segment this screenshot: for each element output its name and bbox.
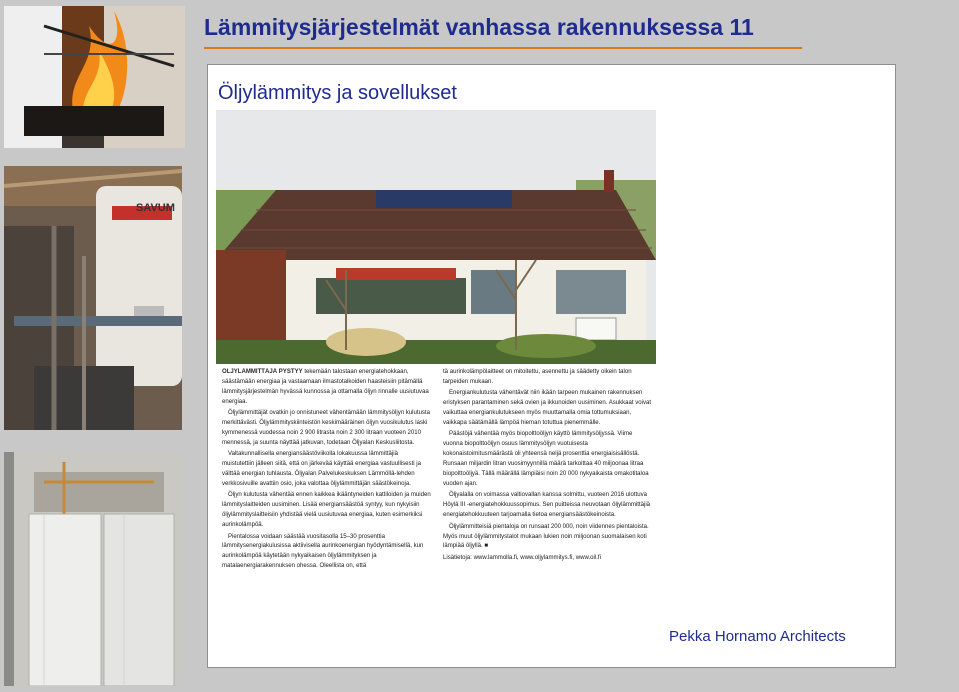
- article-body: [222, 368, 652, 656]
- heating-units-photo: [4, 452, 182, 686]
- title-underline: [204, 47, 802, 49]
- article-paragraph: Öljyalalla on voimassa valtiovallan kanssa solmittu, vuoteen 2016 ulottuva Höylä III -energiatehokkuussopimus. Sen puitteissa neuvotaan öljylämmittäjiä energiatehokkuuteen tarjoamalla tietoa energiansäästökeinoista.: [443, 492, 651, 519]
- article-paragraph: Pientalossa voidaan säästää vuositasolla 15–30 prosenttia lämmitysenergiakulusissa aktiivisella aurinkoenergian hyödyntämisellä, kun aurinkolämpöä käytetään nykyaikaisen öljylämmityksen ja matalaenergiarakennuksen ohessa. Oleellista on, että: [222, 533, 424, 570]
- article-paragraph: Öljylämmitteisiä pientaloja on runsaat 200 000, noin viidennes pientaloista. Myös muut öljylämmitystalot mukaan lukien noin miljoonan suomalaisen koti lämpiää öljyllä. ■: [443, 523, 649, 550]
- heating-units-image: [4, 452, 182, 686]
- article-paragraph: Öljyn kulutusta vähentää ennen kaikkea ikääntyneiden kattiloiden ja muiden lämmityslaitteiden uusiminen. Lisää energiansäästöä syntyy, kun nykyisiin öljylämmityslaitteisiin yhdistää vielä uusiutuvaa energiaa, kuten esimerkiksi aurinkolämpöä.: [222, 492, 431, 529]
- article-column-1: [222, 368, 431, 656]
- article-lead-text: tekemään talostaan energiatehokkaan, säästämään energiaa ja vastaamaan ilmastotalkoiden haasteisiin pitämällä lämmitysjärjestelmän hyvässä kunnossa ja ottamalla öljyn rinnalle uusiutuvaa energiaa.: [222, 369, 429, 405]
- author-credit: Pekka Hornamo Architects: [669, 628, 846, 645]
- article-column-2: [443, 368, 652, 656]
- article-paragraph: Päästöjä vähentää myös biopolttoöljyn käyttö lämmitysöljyssä. Viime vuonna biopolttoöljyn osuus lämmitysöljyn vuotuisesta kokonaistoimitusmäärästä oli yhteensä neljä prosenttia energiaisisällöstä. Runsaan miljardin litran vuosimyynnillä määrä tarkoittaa 40 miljoonaa litraa biopolttoöljyä. Tällä määrällä lämpiäisi noin 20 000 nykyaikaista omakotitaloa vuoden ajan.: [443, 431, 649, 487]
- article-paragraph: tä aurinkolämpölaitteet on mitoitettu, asennettu ja säädetty oikein talon tarpeiden mukaan.: [443, 369, 632, 385]
- magazine-article: [216, 110, 656, 658]
- article-more-info: Lisätietoja: www.lammolla.fi, www.oljylammitys.fi, www.oil.fi: [443, 554, 601, 561]
- boiler-brand-label: SAVUM: [136, 202, 175, 214]
- article-kicker: ÖLJYLÄMMITTÄJÄ PYSTYY: [222, 369, 303, 375]
- fireplace-image: [4, 6, 185, 148]
- fireplace-photo: [4, 6, 185, 148]
- house-photo: [216, 110, 656, 364]
- article-paragraph: Valtakunnallisella energiansäästöviikolla lokakuussa lämmittäjiä muistutettiin jälleen siitä, että on järkevää käyttää energiaa vastuullisesti ja välttää energian tuhlausta. Öljyalan Palvelukeskuksen Lämmöllä-lehden verkkosivuille avattiin osio, joka valottaa öljylämmittäjän säästökeinoja.: [222, 451, 421, 487]
- slide-subtitle: Öljylämmitys ja sovellukset: [218, 82, 457, 104]
- article-lead-paragraph: [222, 368, 431, 408]
- house-image: [216, 110, 656, 364]
- article-paragraph: Energiankulutusta vähentävät niin ikään tarpeen mukainen rakennuksen eristyksen parantaminen sekä ovien ja ikkunoiden uusiminen. Asukkaat voivat vaikuttaa energiankulutukseen myös muuttamalla omia tottumuksiaan, vaikkapa säätämällä lämpöä hieman totuttua pienemmälle.: [443, 390, 652, 427]
- boiler-room-photo: [4, 166, 182, 430]
- article-paragraph: Öljylämmittäjät ovatkin jo onnistuneet vähentämään lämmitysöljyn kulutusta merkittävästi. Öljylämmityskiinteistön keskimääräinen öljyn vuosikulutus laski kymmenessä vuodessa noin 2 900 litrasta noin 2 300 litraan vuoteen 2010 mennessä, ja suunta näyttää jatkuvan, todetaan Öljyalan Keskusliitosta.: [222, 410, 430, 446]
- slide-title: Lämmitysjärjestelmät vanhassa rakennuksessa 11: [204, 14, 754, 40]
